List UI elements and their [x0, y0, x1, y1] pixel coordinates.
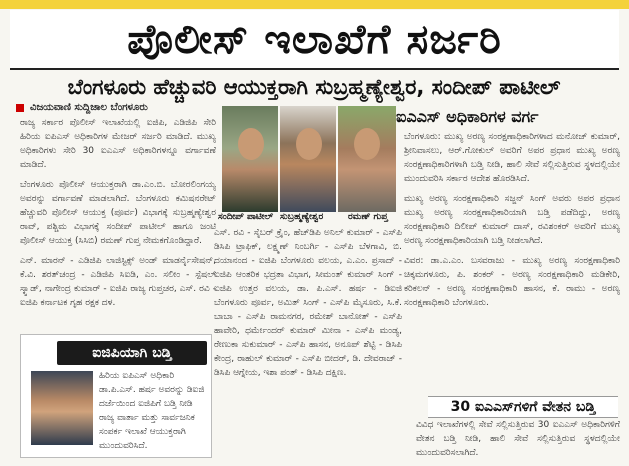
paragraph: ಮುಖ್ಯ ಅರಣ್ಯ ಸಂರಕ್ಷಣಾಧಿಕಾರಿ ಸಜ್ಜನ್ ಸಿಂಗ್ ಅವರು ಅಪರ ಪ್ರಧಾನ ಮುಖ್ಯ ಅರಣ್ಯ ಸಂರಕ್ಷಣಾಧಿಕಾರಿಯಾಗಿ ಬಡ್ತಿ ಪಡೆದಿದ್ದು, ಅರಣ್ಯ ಸಂರಕ್ಷಣಾಧಿಕಾರಿ ದಿಲೀಪ್ ಕುಮಾರ್ ದಾಸ್, ರವಿಶಂಕರ್ ಅವರಿಗೆ ಮುಖ್ಯ ಅರಣ್ಯ ಸಂರಕ್ಷಣಾಧಿಕಾರಿಯಾಗಿ ಬಡ್ತಿ ನೀಡಲಾಗಿದೆ. — [404, 194, 620, 246]
face-shape — [296, 128, 322, 160]
paragraph: ರಾಜ್ಯ ಸರ್ಕಾರ ಪೊಲೀಸ್ ಇಲಾಖೆಯಲ್ಲಿ ಐಜಿಪಿ, ಎಡಿಜಿಪಿ ಸೇರಿ ಹಿರಿಯ ಐಪಿಎಸ್ ಅಧಿಕಾರಿಗಳ ಮೇಜರ್ ಸರ್ಜರಿ ಮಾಡಿದೆ. ಮುಖ್ಯ ಅಧಿಕಾರಿಗಳು ಸೇರಿ 30 ಐಎಎಸ್ ಅಧಿಕಾರಿಗಳನ್ನೂ ವರ್ಗಾವಣೆ ಮಾಡಿದೆ. — [20, 118, 216, 170]
face-shape — [238, 128, 264, 160]
byline-marker-icon — [16, 104, 24, 112]
salary-box-title: 30 ಐಎಎಸ್‌ಗಳಿಗೆ ವೇತನ ಬಡ್ತಿ — [428, 396, 618, 418]
headline: ಪೊಲೀಸ್ ಇಲಾಖೆಗೆ ಸರ್ಜರಿ — [127, 15, 502, 63]
paragraph: ಬೆಂಗಳೂರು ಪೊಲೀಸ್ ಆಯುಕ್ತರಾಗಿ ಡಾ.ಎಂ.ಬಿ. ಬೋರಲಿಂಗಯ್ಯ ಅವರನ್ನು ವರ್ಗಾವಣೆ ಮಾಡಲಾಗಿದೆ. ಬೆಂಗಳೂರು ಕಮಿಷನರೇಟ್ ಹೆಚ್ಚುವರಿ ಪೊಲೀಸ್ ಆಯುಕ್ತ (ಪೂರ್ವ) ವಿಭಾಗಕ್ಕೆ ಸುಬ್ರಹ್ಮಣ್ಯೇಶ್ವರ ರಾವ್, ಪಶ್ಚಿಮ ವಿಭಾಗಕ್ಕೆ ಸಂದೀಪ್ ಪಾಟೀಲ್ ಹಾಗೂ ಜಂಟಿ ಪೊಲೀಸ್ ಆಯುಕ್ತ (ಸಿಸಿಬಿ) ರಮಣ್ ಗುಪ್ತ ನೇಮಕಗೊಂಡಿದ್ದಾರೆ. — [20, 180, 216, 246]
top-color-strip — [0, 0, 629, 9]
paragraph: ಎನ್. ಮಾರನ್ - ಎಡಿಜಿಪಿ ಲಾಜಿಸ್ಟಿಕ್ಸ್ ಅಂಡ್ ಮಾಡರ್ನೈಸೇಷನ್, ಕೆ.ವಿ. ಶರತ್‌ಚಂದ್ರ - ಎಡಿಜಿಪಿ ಸಿಐಡಿ, ಎಂ. ಸಲೀಂ - ಸ್ಪೆಷಲ್ ಸ್ಕ್ವಾಡ್, ನಾಗೇಂದ್ರ ಕುಮಾರ್ - ಐಜಿಪಿ ರಾಜ್ಯ ಗುಪ್ತಚರ, ಎಸ್. ರವಿ - ಐಜಿಪಿ ಕರ್ನಾಟಕ ಗೃಹ ರಕ್ಷಕ ದಳ. — [20, 256, 216, 308]
photo-sandeep-patil — [222, 106, 278, 212]
byline: ವಿಜಯವಾಣಿ ಸುದ್ದಿಜಾಲ ಬೆಂಗಳೂರು — [30, 102, 148, 113]
photo-subrahmanyeshwara — [280, 106, 336, 212]
face-shape — [354, 128, 380, 160]
headline-banner — [10, 10, 619, 70]
caption-1: ಸಂದೀಪ್ ಪಾಟೀಲ್ — [218, 212, 274, 222]
photo-raman-gupta — [338, 106, 396, 212]
side-heading: ಐಎಎಸ್ ಅಧಿಕಾರಿಗಳ ವರ್ಗ — [396, 107, 539, 126]
paragraph: ಬೆಂಗಳೂರು: ಮುಖ್ಯ ಅರಣ್ಯ ಸಂರಕ್ಷಣಾಧಿಕಾರಿಗಳಾದ ಮನೋಜ್ ಕುಮಾರ್, ಶ್ರೀನಿವಾಸಲು, ಆರ್.ಗೋಕುಲ್ ಅವರಿಗೆ ಅಪರ ಪ್ರಧಾನ ಮುಖ್ಯ ಅರಣ್ಯ ಸಂರಕ್ಷಣಾಧಿಕಾರಿಗಳಾಗಿ ಬಡ್ತಿ ನೀಡಿ, ಹಾಲಿ ಸೇವೆ ಸಲ್ಲಿಸುತ್ತಿರುವ ಸ್ಥಳದಲ್ಲಿಯೇ ಮುಂದುವರಿಸಿ ಸರ್ಕಾರ ಆದೇಶ ಹೊರಡಿಸಿದೆ. — [404, 132, 620, 184]
promotion-photo — [31, 371, 93, 445]
photo-captions — [218, 212, 400, 226]
caption-3: ರಮಣ್ ಗುಪ್ತ — [348, 212, 388, 222]
caption-2: ಸುಬ್ರಹ್ಮಣ್ಯೇಶ್ವರ — [280, 212, 324, 222]
paragraph: ಎಸ್. ರವಿ - ಸೈಬರ್ ಕ್ರೈಂ, ಹೆಚ್‌ಡಿಪಿ ಅನಿಲ್ ಕುಮಾರ್ - ಎಸ್‌ಪಿ ಡಿಸಿಪಿ ಟ್ರಾಫಿಕ್, ಲಕ್ಷ್ಮಣ್ ನಿಂಬರ್ಗಿ - ಎಸ್‌ಪಿ ಬೆಳಗಾವಿ, ಬಿ. ದಯಾನಂದ - ಐಜಿಪಿ ಬೆಂಗಳೂರು ವಲಯ, ಎ.ಎಂ. ಪ್ರಸಾದ್ - ಐಜಿಪಿ ಆಂತರಿಕ ಭದ್ರತಾ ವಿಭಾಗ, ಸೀಮಂತ್ ಕುಮಾರ್ ಸಿಂಗ್ - ಐಜಿಪಿ ಉತ್ತರ ವಲಯ, ಡಾ. ಪಿ.ಎಸ್. ಹರ್ಷ - ಡಿಐಜಿ ಬೆಂಗಳೂರು ಪೂರ್ವ, ಅಮಿತ್ ಸಿಂಗ್ - ಎಸ್‌ಪಿ ಮೈಸೂರು, ಸಿ.ಕೆ. ಬಾಬಾ - ಎಸ್‌ಪಿ ರಾಮನಗರ, ರಮೇಶ್ ಬಾನೋತ್ - ಎಸ್‌ಪಿ ಹಾವೇರಿ, ಧರ್ಮೇಂದರ್ ಕುಮಾರ್ ಮೀನಾ - ಎಸ್‌ಪಿ ಮಂಡ್ಯ, ರೇಣುಕಾ ಸುಕುಮಾರ್ - ಎಸ್‌ಪಿ ಹಾಸನ, ಅನೂಪ್ ಶೆಟ್ಟಿ - ಡಿಸಿಪಿ ಕೇಂದ್ರ, ರಾಹುಲ್ ಕುಮಾರ್ - ಎಸ್‌ಪಿ ಬೀದರ್, ಡಿ. ದೇವರಾಜ್ - ಡಿಸಿಪಿ ಆಗ್ನೇಯ, ಇಶಾ ಪಂತ್ - ಡಿಸಿಪಿ ದಕ್ಷಿಣ. — [214, 228, 402, 378]
promotion-box-title: ಐಜಿಪಿಯಾಗಿ ಬಡ್ತಿ — [57, 341, 207, 365]
article-column-1 — [20, 116, 216, 332]
promotion-box-text: ಹಿರಿಯ ಐಪಿಎಸ್ ಅಧಿಕಾರಿ ಡಾ.ಪಿ.ಎಸ್. ಹರ್ಷ ಅವರನ್ನು ಡಿಐಜಿ ದರ್ಜೆಯಿಂದ ಐಜಿಪಿಗೆ ಬಡ್ತಿ ನೀಡಿ ರಾಜ್ಯ ವಾರ್ತಾ ಮತ್ತು ಸಾರ್ವಜನಿಕ ಸಂಪರ್ಕ ಇಲಾಖೆ ಆಯುಕ್ತರಾಗಿ ಮುಂದುವರಿಸಿದೆ. — [99, 371, 205, 451]
paragraph: ವಿವರ: ಡಾ.ಎ.ಎಂ. ಬಸವರಾಜು - ಮುಖ್ಯ ಅರಣ್ಯ ಸಂರಕ್ಷಣಾಧಿಕಾರಿ ಚಿಕ್ಕಮಗಳೂರು, ಪಿ. ಶಂಕರ್ - ಅರಣ್ಯ ಸಂರಕ್ಷಣಾಧಿಕಾರಿ ಮಡಿಕೇರಿ, ಕರಿಕಲನ್ - ಅರಣ್ಯ ಸಂರಕ್ಷಣಾಧಿಕಾರಿ ಹಾಸನ, ಕೆ. ರಾಮು - ಅರಣ್ಯ ಸಂರಕ್ಷಣಾಧಿಕಾರಿ ಬೆಂಗಳೂರು. — [404, 256, 620, 308]
promotion-box — [20, 334, 212, 458]
salary-box-text: ವಿವಿಧ ಇಲಾಖೆಗಳಲ್ಲಿ ಸೇವೆ ಸಲ್ಲಿಸುತ್ತಿರುವ 30 ಐಎಎಸ್ ಅಧಿಕಾರಿಗಳಿಗೆ ವೇತನ ಬಡ್ತಿ ನೀಡಿ, ಹಾಲಿ ಸೇವೆ ಸಲ್ಲಿಸುತ್ತಿರುವ ಸ್ಥಳದಲ್ಲಿಯೇ ಮುಂದುವರಿಸಲಾಗಿದೆ. — [416, 420, 620, 458]
article-column-3 — [404, 130, 620, 380]
article-column-2 — [214, 226, 402, 456]
subheadline: ಬೆಂಗಳೂರು ಹೆಚ್ಚುವರಿ ಆಯುಕ್ತರಾಗಿ ಸುಬ್ರಹ್ಮಣ್ಯೇಶ್ವರ, ಸಂದೀಪ್ ಪಾಟೀಲ್ — [67, 75, 561, 99]
